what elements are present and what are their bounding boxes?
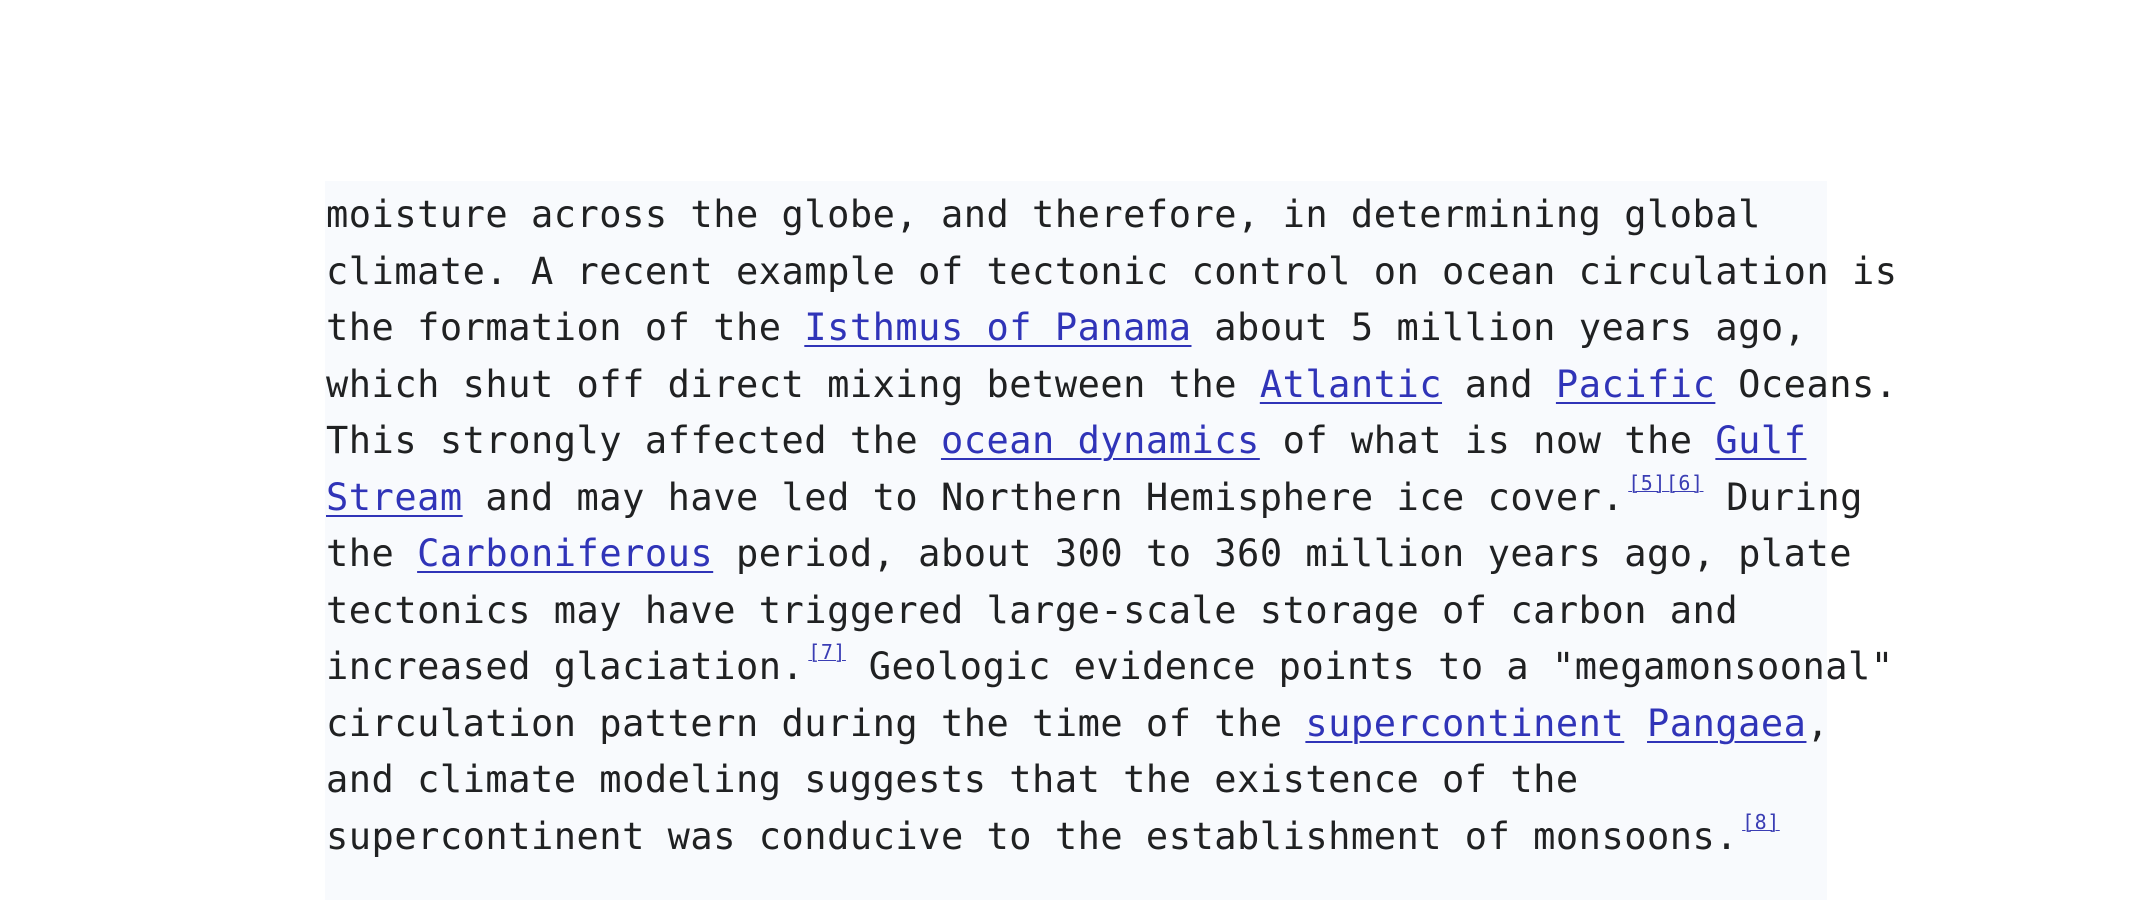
- body-text: about 5 million years ago,: [1191, 306, 1807, 349]
- body-text: [1624, 702, 1647, 745]
- wiki-link[interactable]: Atlantic: [1259, 362, 1443, 406]
- citation-ref[interactable]: [5][6]: [1628, 470, 1704, 495]
- body-text: period, about 300 to 360 million years ago, plate: [713, 532, 1852, 575]
- body-text: and: [1442, 362, 1556, 406]
- wiki-link[interactable]: Stream: [326, 475, 463, 519]
- wiki-link[interactable]: ocean dynamics: [940, 419, 1260, 462]
- body-text: climate. A recent example of tectonic control on ocean circulation is: [326, 249, 1898, 293]
- wiki-link[interactable]: Gulf: [1715, 419, 1807, 462]
- body-text: of what is now the: [1259, 419, 1716, 462]
- body-text: Geologic evidence points to a "megamonsoonal": [845, 645, 1894, 688]
- body-text: moisture across the globe, and therefore, in determining global: [326, 193, 1761, 236]
- body-text: During: [1703, 475, 1863, 519]
- text-line: [326, 357, 1898, 414]
- wiki-link[interactable]: Isthmus of Panama: [804, 306, 1192, 349]
- text-line: [326, 470, 1863, 527]
- wiki-link[interactable]: Pacific: [1555, 362, 1716, 406]
- body-text: the formation of the: [326, 306, 805, 349]
- body-text: increased glaciation.: [326, 645, 805, 688]
- body-text: and climate modeling suggests that the existence of the: [326, 758, 1579, 801]
- body-text: supercontinent was conducive to the establishment of monsoons.: [326, 814, 1739, 858]
- text-line: [326, 809, 1827, 866]
- body-text: tectonics may have triggered large-scale storage of carbon and: [326, 588, 1739, 632]
- body-text: circulation pattern during the time of the: [326, 701, 1306, 745]
- text-line: [326, 300, 1827, 357]
- text-line: [326, 639, 1894, 696]
- text-line: [326, 413, 1827, 470]
- body-text: This strongly affected the: [326, 419, 941, 462]
- body-text: Oceans.: [1715, 362, 1898, 406]
- citation-ref[interactable]: [8]: [1742, 809, 1780, 834]
- text-line: [326, 187, 1827, 244]
- wiki-link[interactable]: Pangaea: [1647, 701, 1807, 745]
- text-line: [326, 526, 1852, 583]
- article-paragraph: [326, 187, 1898, 865]
- citation-ref[interactable]: [7]: [808, 640, 846, 664]
- article-text-block: [325, 181, 1898, 900]
- wiki-link[interactable]: supercontinent: [1305, 701, 1625, 745]
- body-text: the: [326, 532, 418, 575]
- wiki-link[interactable]: Carboniferous: [417, 532, 714, 575]
- text-line: [326, 583, 1827, 640]
- text-line: [326, 244, 1898, 301]
- body-text: and may have led to Northern Hemisphere ice cover.: [462, 475, 1625, 519]
- body-text: which shut off direct mixing between the: [326, 362, 1260, 406]
- text-line: [326, 696, 1830, 753]
- body-text: ,: [1806, 701, 1830, 745]
- text-line: [326, 752, 1827, 809]
